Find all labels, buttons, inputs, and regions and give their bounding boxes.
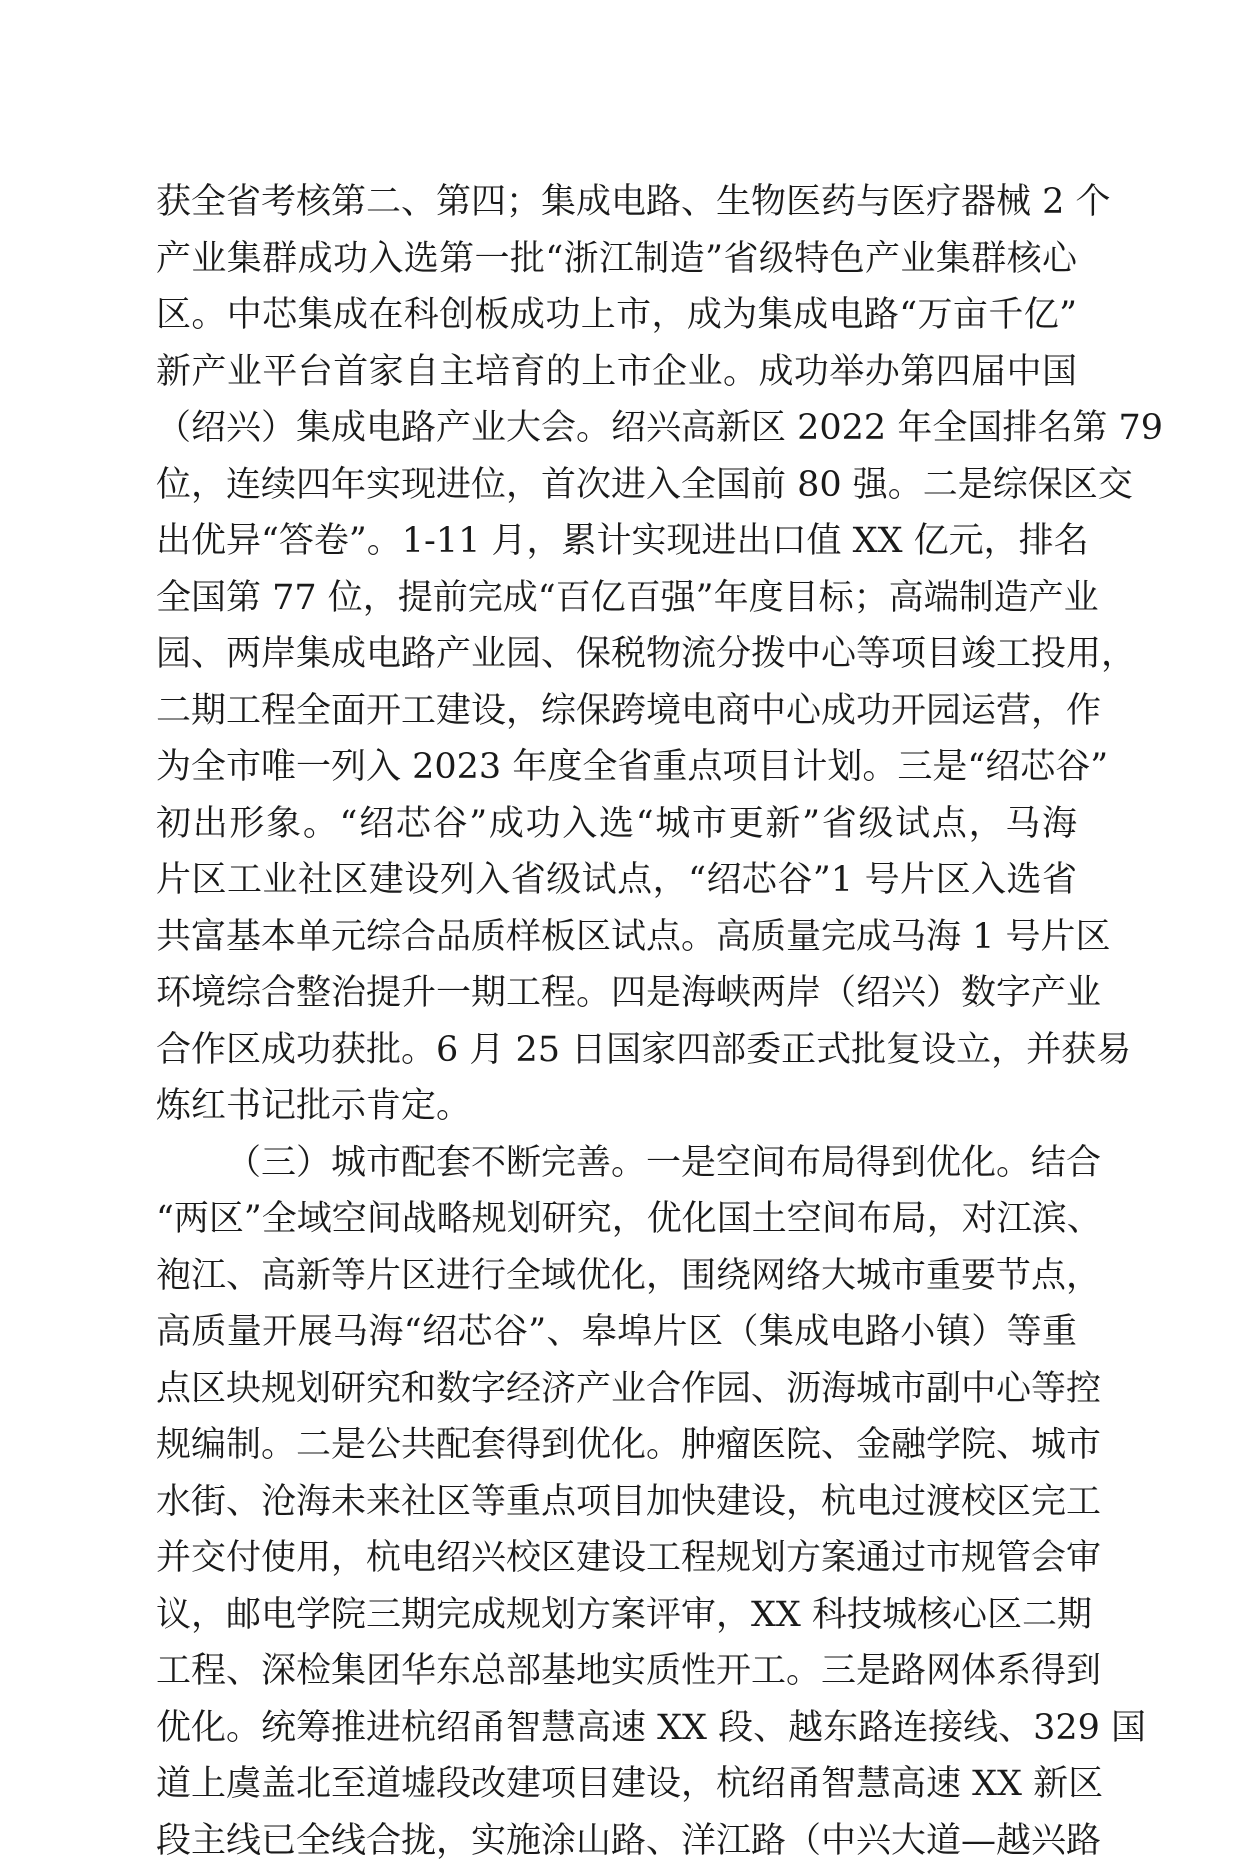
text-line: 规编制。二是公共配套得到优化。肿瘤医院、金融学院、城市: [156, 1417, 1077, 1474]
text-line: 道上虞盖北至道墟段改建项目建设，杭绍甬智慧高速 XX 新区: [156, 1756, 1077, 1813]
text-line: 初出形象。“绍芯谷”成功入选“城市更新”省级试点，马海: [156, 796, 1077, 853]
text-line: 袍江、高新等片区进行全域优化，围绕网络大城市重要节点，: [156, 1248, 1077, 1305]
text-line: 新产业平台首家自主培育的上市企业。成功举办第四届中国: [156, 344, 1077, 401]
text-line: 水街、沧海未来社区等重点项目加快建设，杭电过渡校区完工: [156, 1474, 1077, 1531]
text-line: 并交付使用，杭电绍兴校区建设工程规划方案通过市规管会审: [156, 1530, 1077, 1587]
text-line: 炼红书记批示肯定。: [156, 1078, 1077, 1135]
text-line: 段主线已全线合拢，实施涂山路、洋江路（中兴大道—越兴路: [156, 1813, 1077, 1869]
text-line: 点区块规划研究和数字经济产业合作园、沥海城市副中心等控: [156, 1361, 1077, 1418]
text-line: 优化。统筹推进杭绍甬智慧高速 XX 段、越东路连接线、329 国: [156, 1700, 1077, 1757]
text-line: 环境综合整治提升一期工程。四是海峡两岸（绍兴）数字产业: [156, 965, 1077, 1022]
text-line: 位，连续四年实现进位，首次进入全国前 80 强。二是综保区交: [156, 457, 1077, 514]
text-line: 出优异“答卷”。1-11 月，累计实现进出口值 XX 亿元，排名: [156, 513, 1077, 570]
text-line: 合作区成功获批。6 月 25 日国家四部委正式批复设立，并获易: [156, 1022, 1077, 1079]
text-line: 区。中芯集成在科创板成功上市，成为集成电路“万亩千亿”: [156, 287, 1077, 344]
text-line: 获全省考核第二、第四；集成电路、生物医药与医疗器械 2 个: [156, 174, 1077, 231]
text-line: 全国第 77 位，提前完成“百亿百强”年度目标；高端制造产业: [156, 570, 1077, 627]
text-line: （绍兴）集成电路产业大会。绍兴高新区 2022 年全国排名第 79: [156, 400, 1077, 457]
text-line: 工程、深检集团华东总部基地实质性开工。三是路网体系得到: [156, 1643, 1077, 1700]
text-line: 产业集群成功入选第一批“浙江制造”省级特色产业集群核心: [156, 231, 1077, 288]
text-line: 高质量开展马海“绍芯谷”、皋埠片区（集成电路小镇）等重: [156, 1304, 1077, 1361]
text-line: 片区工业社区建设列入省级试点，“绍芯谷”1 号片区入选省: [156, 852, 1077, 909]
body-text: [156, 174, 1096, 1869]
text-line: 园、两岸集成电路产业园、保税物流分拨中心等项目竣工投用，: [156, 626, 1096, 683]
text-line: 二期工程全面开工建设，综保跨境电商中心成功开园运营，作: [156, 683, 1077, 740]
text-line: “两区”全域空间战略规划研究，优化国土空间布局，对江滨、: [156, 1191, 1096, 1248]
text-line: 为全市唯一列入 2023 年度全省重点项目计划。三是“绍芯谷”: [156, 739, 1077, 796]
text-line: 议，邮电学院三期完成规划方案评审，XX 科技城核心区二期: [156, 1587, 1077, 1644]
text-line: 共富基本单元综合品质样板区试点。高质量完成马海 1 号片区: [156, 909, 1077, 966]
section-heading-line: （三）城市配套不断完善。一是空间布局得到优化。结合: [156, 1135, 1077, 1192]
